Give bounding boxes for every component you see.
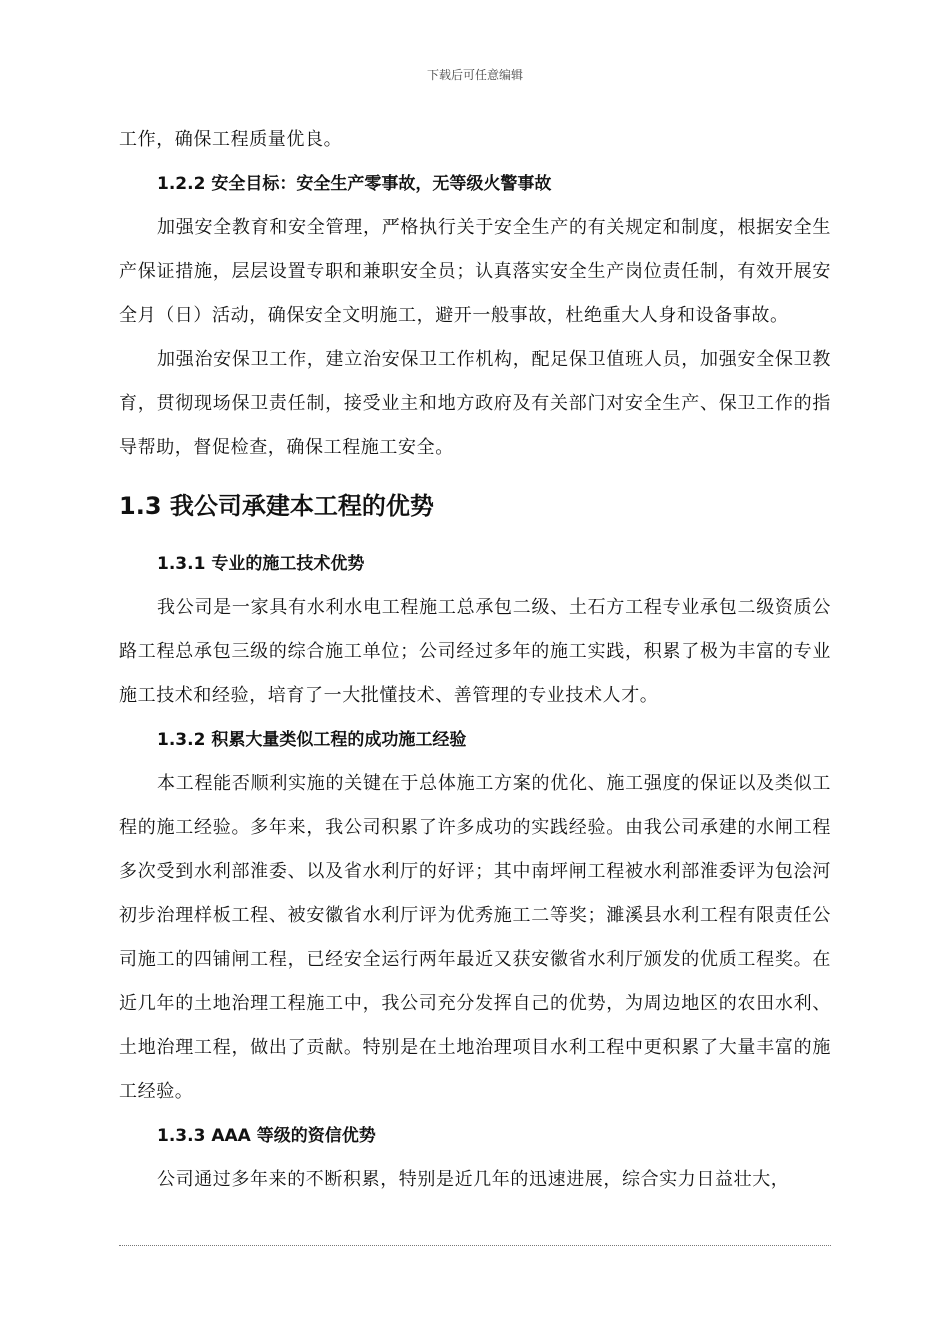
paragraph: 加强治安保卫工作，建立治安保卫工作机构，配足保卫值班人员，加强安全保卫教育，贯彻现场保卫责任制，接受业主和地方政府及有关部门对安全生产、保卫工作的指导帮助，督促检查，确保工程施工安全。: [119, 349, 831, 458]
footer-divider: [119, 1245, 831, 1246]
paragraph: 加强安全教育和安全管理，严格执行关于安全生产的有关规定和制度，根据安全生产保证措施，层层设置专职和兼职安全员；认真落实安全生产岗位责任制，有效开展安全月（日）活动，确保安全文明施工，避开一般事故，杜绝重大人身和设备事故。: [119, 217, 831, 326]
page-header: 下载后可任意编辑: [426, 68, 523, 82]
document-body: [119, 118, 831, 1202]
subsection-heading-1-3-1: 1.3.1 专业的施工技术优势: [157, 554, 365, 574]
paragraph: 公司通过多年来的不断积累，特别是近几年的迅速进展，综合实力日益壮大，: [157, 1169, 790, 1190]
subsection-heading-1-3-3: 1.3.3 AAA 等级的资信优势: [157, 1126, 376, 1146]
paragraph: 我公司是一家具有水利水电工程施工总承包二级、土石方工程专业承包二级资质公路工程总承包三级的综合施工单位；公司经过多年的施工实践，积累了极为丰富的专业施工技术和经验，培育了一大批懂技术、善管理的专业技术人才。: [119, 597, 831, 706]
subsection-heading-1-3-2: 1.3.2 积累大量类似工程的成功施工经验: [157, 730, 467, 750]
paragraph: 本工程能否顺利实施的关键在于总体施工方案的优化、施工强度的保证以及类似工程的施工经验。多年来，我公司积累了许多成功的实践经验。由我公司承建的水闸工程多次受到水利部淮委、以及省水利厅的好评；其中南坪闸工程被水利部淮委评为包浍河初步治理样板工程、被安徽省水利厅评为优秀施工二等奖；濉溪县水利工程有限责任公司施工的四铺闸工程，已经安全运行两年最近又获安徽省水利厅颁发的优质工程奖。在近几年的土地治理工程施工中，我公司充分发挥自己的优势，为周边地区的农田水利、土地治理工程，做出了贡献。特别是在土地治理项目水利工程中更积累了大量丰富的施工经验。: [119, 773, 831, 1102]
paragraph: 工作，确保工程质量优良。: [119, 129, 343, 150]
section-heading-1-3: 1.3 我公司承建本工程的优势: [119, 492, 434, 520]
subsection-heading-1-2-2: 1.2.2 安全目标：安全生产零事故，无等级火警事故: [157, 174, 552, 194]
